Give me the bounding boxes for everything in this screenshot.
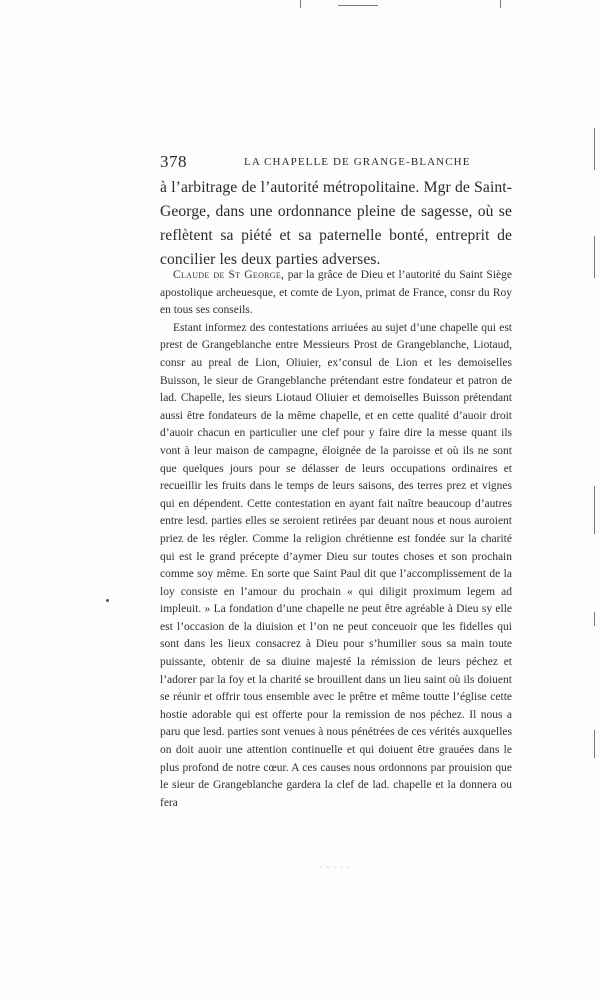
right-edge-mark: [594, 128, 595, 170]
ordinance-paragraph-2: Estant informez des contestations arriuées au sujet d’une chapelle qui est prest de Grangeblanche entre Messieurs Prost de Grangeblanche, Liotaud, consr au preal de Lion, Oliuier, ex’consul de Lion et les demoiselles Buisson, le sieur de Grangeblanche prétendant estre fondateur et patron de lad. Chapelle, les sieurs Liotaud Oliuier et demoiselles Buisson prétendant aussi être fondateurs de la même chapelle, et en cette qualité d’auoir droit d’auoir chacun en particulier une clef pour y faire dire la messe quant ils vont à leur maison de campagne, éloignée de la paroisse et où ils ne sont que quelques jours pour se délasser de leurs occupations ordinaires et recueillir les fruits dans le temps de leurs saisons, des terres prez et vignes qui en dépendent. Cette contestation en ayant fait naître beaucoup d’autres entre lesd. parties elles se seroient retirées par deuant nous et nous auroient priez de les régler. Comme la religion chrétienne est fondée sur la charité qui est le grand précepte d’aymer Dieu sur toutes choses et son prochain comme soy même. En sorte que Saint Paul dit que l’accomplissement de la loy consiste en l’amour du prochain « qui diligit proximum legem ad impleuit. » La fondation d’une chapelle ne peut être agréable à Dieu sy elle est l’occasion de la diuision et l’on ne peut conceuoir que les fidelles qui sont dans les lieux consacrez à Dieu pour s’humilier sous sa main toute puissante, obtenir de sa diuine majesté la rémission de leurs péchez et l’adorer par la foy et la charité se brouillent dans un lieu saint où ils doiuent se réunir et offrir tous ensemble avec le prêtre et même toutte l’église cette hostie adorable qui est offerte pour la remission de nos péchez. Il nous a paru que lesd. parties sont venues à nous pénétrées de ces vérités auxquelles on doit auoir une attention continuelle et qui doiuent être grauées dans le plus profond de notre cœur. A ces causes nous ordonnons par prouision que le sieur de Grangeblanche gardera la clef de lad. chapelle et la donnera ou fera: [160, 321, 512, 809]
running-head: LA CHAPELLE DE GRANGE-BLANCHE: [244, 156, 471, 168]
right-edge-mark: [594, 486, 595, 534]
page-header: [160, 152, 510, 172]
ordinance-opening-name: Claude de St George,: [173, 269, 285, 281]
right-edge-mark: [594, 730, 595, 758]
ordinance-paragraph-1-text: par la grâce de Dieu et l’autorité du Saint Siège apostolique archeuesque, et comte de Lyon, primat de France, consr du Roy en tous ses conseils.: [160, 269, 512, 317]
intro-text: à l’arbitrage de l’autorité métropolitaine. Mgr de Saint-George, dans une ordonnance pleine de sagesse, où se reflètent sa piété et sa paternelle bonté, entreprit de concilier les deux parties adverses.: [160, 179, 512, 268]
bottom-ink-mark: · · · · ·: [320, 863, 351, 872]
page-number: 378: [160, 152, 187, 171]
top-edge-mark: [500, 0, 501, 8]
top-edge-mark: [338, 5, 378, 6]
ordinance-quote: [160, 267, 512, 812]
right-edge-mark: [594, 612, 595, 626]
intro-paragraph: [160, 176, 512, 272]
margin-speck: [106, 599, 109, 602]
right-edge-mark: [594, 236, 595, 278]
top-edge-mark: [300, 0, 301, 8]
ordinance-paragraph-1: [160, 267, 512, 320]
